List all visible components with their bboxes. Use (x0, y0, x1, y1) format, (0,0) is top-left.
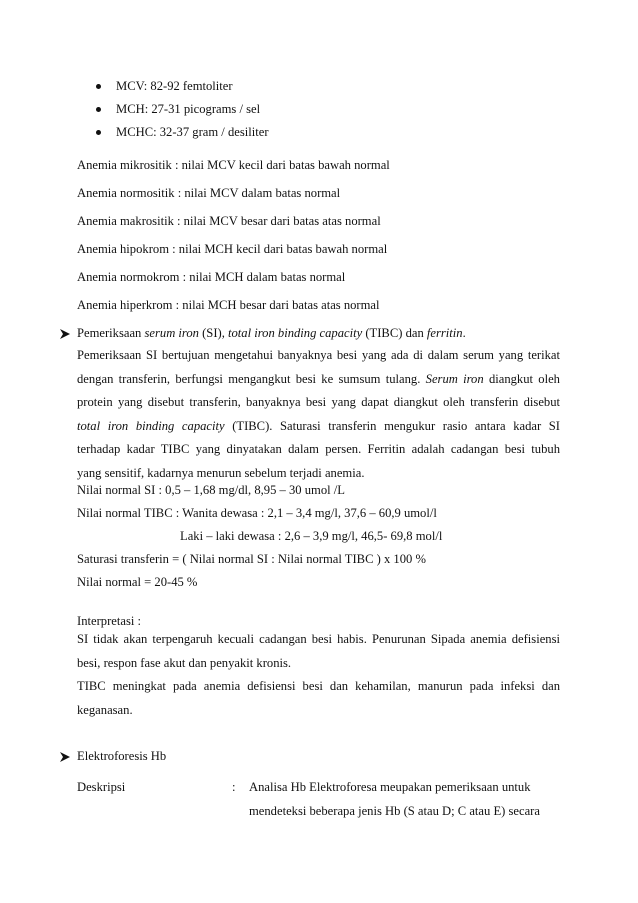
paragraph-line: keganasan. (77, 702, 133, 717)
normal-tibc-female-line: Nilai normal TIBC : Wanita dewasa : 2,1 – 3,4 mg/l, 37,6 – 60,9 umol/l (77, 506, 437, 520)
paragraph-line: dengan transferin, berfungsi mengangkut besi ke sumsum tulang. Serum iron diangkut oleh (77, 371, 560, 386)
anemia-line: Anemia mikrositik : nilai MCV kecil dari batas bawah normal (77, 158, 390, 172)
bullet-item-mchc: MCHC: 32-37 gram / desiliter (116, 125, 269, 139)
paragraph-line: protein yang disebut transferin, banyaknya besi yang dapat diangkut oleh transferin disebut (77, 395, 560, 410)
paragraph-line: yang sensitif, kadarnya menurun sebelum terjadi anemia. (77, 465, 365, 480)
paragraph-line: terhadap kadar TIBC yang dinyatakan dalam persen. Ferritin adalah cadangan besi tubuh (77, 442, 560, 457)
interpretation-title: Interpretasi : (77, 614, 141, 628)
bullet-item-mch: MCH: 27-31 picograms / sel (116, 102, 261, 116)
interpretation-paragraph (77, 628, 560, 722)
section-heading-serum-iron: Pemeriksaan serum iron (SI), total iron binding capacity (TIBC) dan ferritin. (77, 326, 466, 340)
normal-tibc-male-line: Laki – laki dewasa : 2,6 – 3,9 mg/l, 46,5- 69,8 mol/l (180, 529, 443, 543)
arrow-bullet-icon (59, 751, 71, 763)
anemia-line: Anemia normositik : nilai MCV dalam batas normal (77, 186, 341, 200)
paragraph-line: Pemeriksaan SI bertujuan mengetahui banyaknya besi yang ada di dalam serum yang terikat (77, 348, 560, 362)
bullet-dot-icon (96, 107, 101, 112)
paragraph-line: SI tidak akan terpengaruh kecuali cadangan besi habis. Penurunan Sipada anemia defisiensi (77, 632, 560, 646)
normal-si-line: Nilai normal SI : 0,5 – 1,68 mg/dl, 8,95 – 30 umol /L (77, 483, 345, 497)
anemia-line: Anemia makrositik : nilai MCV besar dari batas atas normal (77, 214, 381, 228)
description-line: mendeteksi beberapa jenis Hb (S atau D; C atau E) secara (249, 804, 540, 818)
description-label: Deskripsi (77, 780, 126, 794)
saturation-normal-line: Nilai normal = 20-45 % (77, 575, 198, 589)
anemia-line: Anemia normokrom : nilai MCH dalam batas normal (77, 270, 346, 284)
description-colon: : (232, 780, 236, 794)
anemia-line: Anemia hipokrom : nilai MCH kecil dari batas bawah normal (77, 242, 388, 256)
paragraph-line: TIBC meningkat pada anemia defisiensi besi dan kehamilan, manurun pada infeksi dan (77, 679, 560, 694)
saturation-formula-line: Saturasi transferin = ( Nilai normal SI : Nilai normal TIBC ) x 100 % (77, 552, 426, 566)
anemia-line: Anemia hiperkrom : nilai MCH besar dari batas atas normal (77, 298, 380, 312)
serum-iron-paragraph (77, 344, 560, 486)
paragraph-line: besi, respon fase akut dan penyakit kronis. (77, 655, 292, 670)
paragraph-line: total iron binding capacity (TIBC). Saturasi transferin mengukur rasio antara kadar SI (77, 418, 560, 433)
bullet-dot-icon (96, 84, 101, 89)
arrow-bullet-icon (59, 328, 71, 340)
bullet-item-mcv: MCV: 82-92 femtoliter (116, 79, 233, 93)
section-heading-elektroforesis: Elektroforesis Hb (77, 749, 167, 763)
description-line: Analisa Hb Elektroforesa meupakan pemeriksaan untuk (249, 780, 531, 794)
bullet-dot-icon (96, 130, 101, 135)
